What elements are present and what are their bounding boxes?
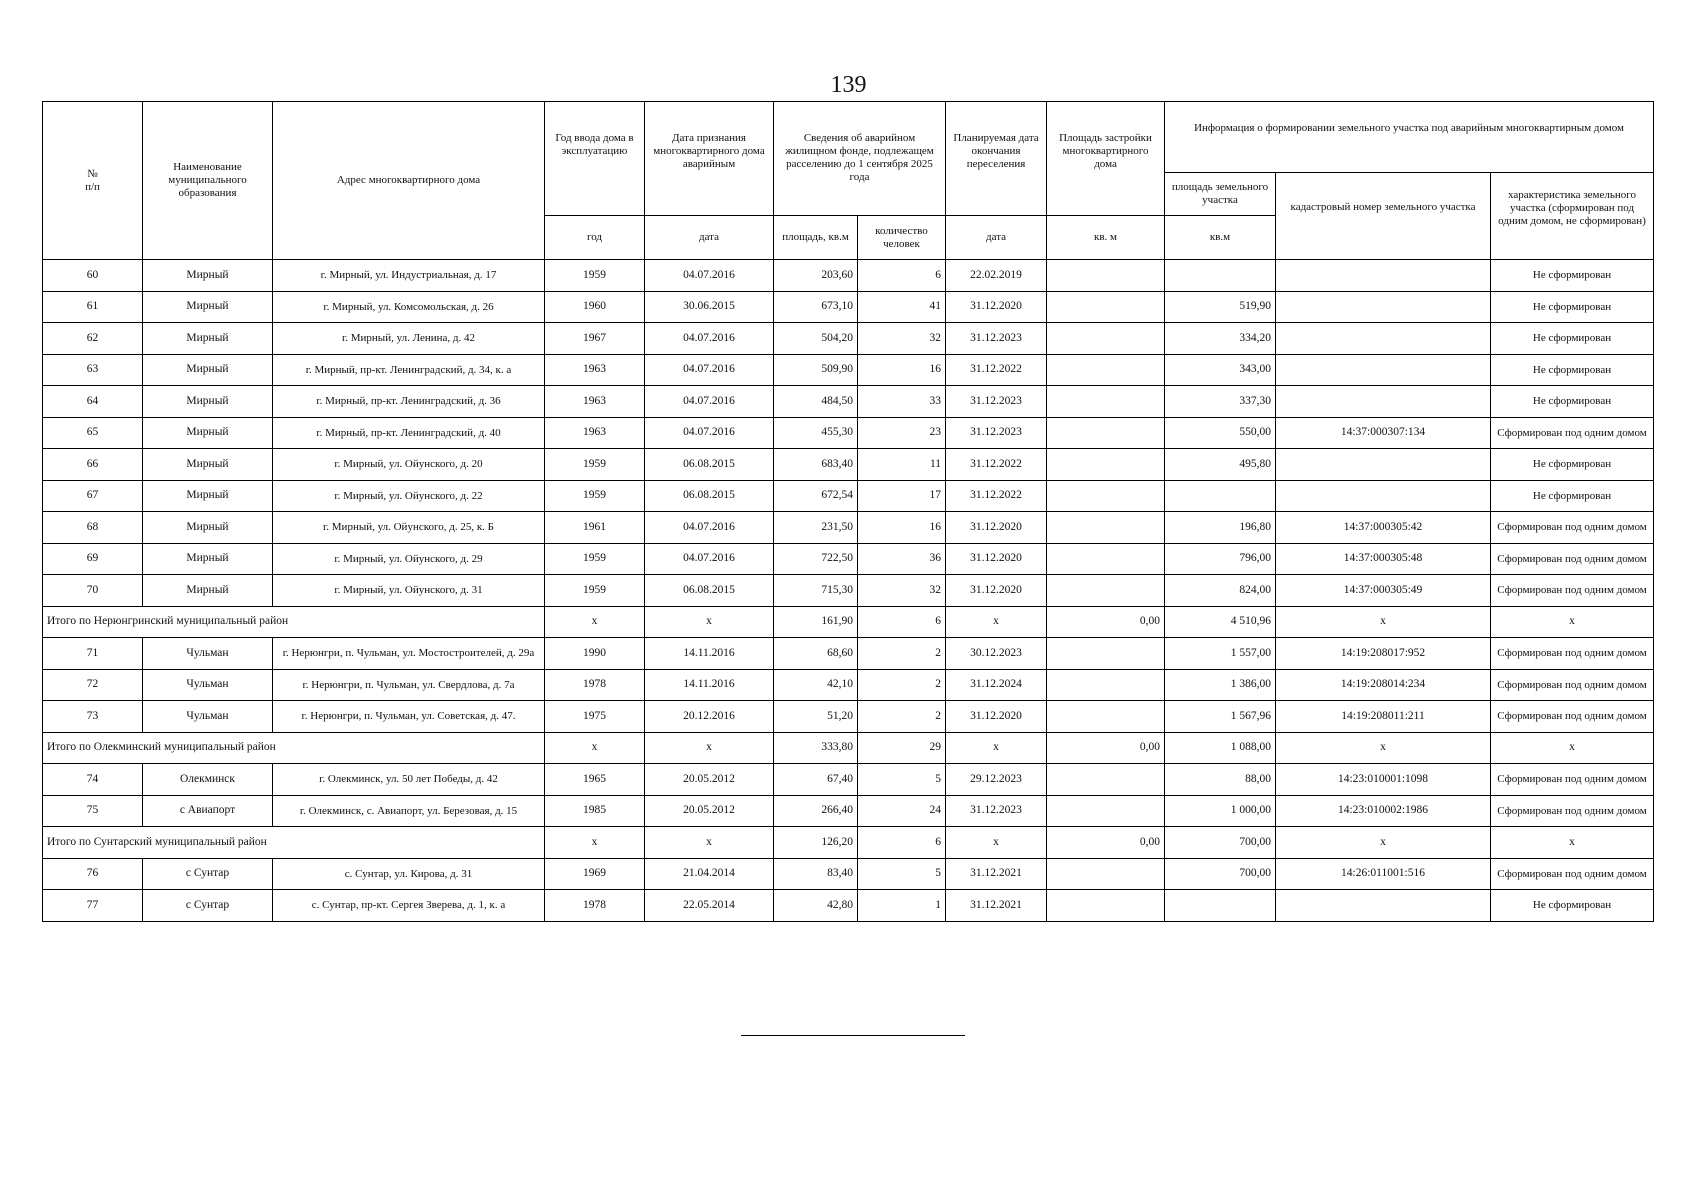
cell-year: 1963 bbox=[545, 354, 645, 386]
cell-year: 1975 bbox=[545, 701, 645, 733]
cell-municipality: с Сунтар bbox=[143, 858, 273, 890]
cell-land-area: 519,90 bbox=[1165, 291, 1276, 323]
cell-land-area: 88,00 bbox=[1165, 764, 1276, 796]
unit-people: количество человек bbox=[858, 216, 946, 260]
cell-end-date: 22.02.2019 bbox=[946, 260, 1047, 292]
cell-cadastral: 14:23:010002:1986 bbox=[1276, 795, 1491, 827]
cell-date: 22.05.2014 bbox=[645, 890, 774, 922]
cell-land-char: Сформирован под одним домом bbox=[1491, 543, 1654, 575]
cell-land-area bbox=[1165, 890, 1276, 922]
cell-date: 20.05.2012 bbox=[645, 764, 774, 796]
table-row bbox=[43, 260, 1654, 292]
cell-num: 77 bbox=[43, 890, 143, 922]
cell-cadastral: 14:37:000305:49 bbox=[1276, 575, 1491, 607]
cell-land-area bbox=[1165, 480, 1276, 512]
cell-land-area: 550,00 bbox=[1165, 417, 1276, 449]
cell-address: г. Мирный, ул. Ойунского, д. 22 bbox=[273, 480, 545, 512]
table-row bbox=[43, 669, 1654, 701]
cell-people: 2 bbox=[858, 669, 946, 701]
cell-end-date: 31.12.2020 bbox=[946, 291, 1047, 323]
table-row bbox=[43, 354, 1654, 386]
cell-year: 1969 bbox=[545, 858, 645, 890]
cell-address: г. Нерюнгри, п. Чульман, ул. Советская, д. 47. bbox=[273, 701, 545, 733]
cell-num: 73 bbox=[43, 701, 143, 733]
cell-area: 231,50 bbox=[774, 512, 858, 544]
cell-date: 04.07.2016 bbox=[645, 386, 774, 418]
cell-date: 04.07.2016 bbox=[645, 260, 774, 292]
cell-building-area bbox=[1047, 543, 1165, 575]
header-year-commissioned: Год ввода дома в эксплуатацию bbox=[545, 102, 645, 216]
cell-building-area bbox=[1047, 890, 1165, 922]
total-row bbox=[43, 606, 1654, 638]
table-row bbox=[43, 480, 1654, 512]
cell-land-char: Не сформирован bbox=[1491, 260, 1654, 292]
header-address: Адрес многоквартирного дома bbox=[273, 102, 545, 260]
cell-municipality: Мирный bbox=[143, 417, 273, 449]
table-row bbox=[43, 449, 1654, 481]
cell-cadastral: 14:19:208017:952 bbox=[1276, 638, 1491, 670]
cell-building-area bbox=[1047, 354, 1165, 386]
cell-num: 74 bbox=[43, 764, 143, 796]
cell-year: 1990 bbox=[545, 638, 645, 670]
cell-area: 673,10 bbox=[774, 291, 858, 323]
cell-year: 1963 bbox=[545, 386, 645, 418]
cell-end-date: 31.12.2020 bbox=[946, 543, 1047, 575]
cell-area: 455,30 bbox=[774, 417, 858, 449]
cell-date: 20.05.2012 bbox=[645, 795, 774, 827]
cell-building-area bbox=[1047, 323, 1165, 355]
cell-num: 60 bbox=[43, 260, 143, 292]
cell-cadastral bbox=[1276, 386, 1491, 418]
cell-area: 715,30 bbox=[774, 575, 858, 607]
cell-address: г. Мирный, пр-кт. Ленинградский, д. 34, к. а bbox=[273, 354, 545, 386]
cell-people: 33 bbox=[858, 386, 946, 418]
cell-land-area: 1 567,96 bbox=[1165, 701, 1276, 733]
cell-area: 161,90 bbox=[774, 606, 858, 638]
cell-area: 83,40 bbox=[774, 858, 858, 890]
table-row bbox=[43, 795, 1654, 827]
cell-area: 68,60 bbox=[774, 638, 858, 670]
cell-year: 1965 bbox=[545, 764, 645, 796]
unit-year: год bbox=[545, 216, 645, 260]
cell-municipality: с Сунтар bbox=[143, 890, 273, 922]
cell-land-area: 796,00 bbox=[1165, 543, 1276, 575]
cell-area: 51,20 bbox=[774, 701, 858, 733]
cell-address: г. Мирный, ул. Ойунского, д. 31 bbox=[273, 575, 545, 607]
cell-people: 16 bbox=[858, 354, 946, 386]
cell-cadastral: 14:37:000307:134 bbox=[1276, 417, 1491, 449]
cell-people: 16 bbox=[858, 512, 946, 544]
cell-date: 30.06.2015 bbox=[645, 291, 774, 323]
cell-people: 11 bbox=[858, 449, 946, 481]
cell-date: 06.08.2015 bbox=[645, 575, 774, 607]
table-row bbox=[43, 386, 1654, 418]
cell-land-char: Не сформирован bbox=[1491, 890, 1654, 922]
cell-land-area bbox=[1165, 260, 1276, 292]
cell-building-area bbox=[1047, 417, 1165, 449]
header-land-char: характеристика земельного участка (сформирован под одним домом, не сформирован) bbox=[1491, 173, 1654, 260]
cell-people: 17 bbox=[858, 480, 946, 512]
cell-total-label: Итого по Олекминский муниципальный район bbox=[43, 732, 545, 764]
header-date-emergency: Дата признания многоквартирного дома аварийным bbox=[645, 102, 774, 216]
cell-area: 484,50 bbox=[774, 386, 858, 418]
cell-address: г. Мирный, ул. Ойунского, д. 20 bbox=[273, 449, 545, 481]
cell-address: г. Мирный, ул. Ойунского, д. 29 bbox=[273, 543, 545, 575]
cell-land-area: 700,00 bbox=[1165, 827, 1276, 859]
unit-area: площадь, кв.м bbox=[774, 216, 858, 260]
cell-end-date: 31.12.2022 bbox=[946, 354, 1047, 386]
cell-land-char: Не сформирован bbox=[1491, 480, 1654, 512]
cell-people: 32 bbox=[858, 575, 946, 607]
cell-cadastral: 14:37:000305:48 bbox=[1276, 543, 1491, 575]
cell-land-area: 1 386,00 bbox=[1165, 669, 1276, 701]
cell-people: 5 bbox=[858, 858, 946, 890]
cell-address: г. Мирный, ул. Ойунского, д. 25, к. Б bbox=[273, 512, 545, 544]
cell-people: 6 bbox=[858, 260, 946, 292]
cell-people: 23 bbox=[858, 417, 946, 449]
cell-total-label: Итого по Сунтарский муниципальный район bbox=[43, 827, 545, 859]
cell-land-char: Сформирован под одним домом bbox=[1491, 638, 1654, 670]
header-cadastral: кадастровый номер земельного участка bbox=[1276, 173, 1491, 260]
cell-cadastral: x bbox=[1276, 827, 1491, 859]
cell-end-date: 31.12.2022 bbox=[946, 449, 1047, 481]
cell-municipality: Мирный bbox=[143, 480, 273, 512]
cell-land-area: 337,30 bbox=[1165, 386, 1276, 418]
cell-end-date: 31.12.2020 bbox=[946, 701, 1047, 733]
cell-end-date: 29.12.2023 bbox=[946, 764, 1047, 796]
cell-date: 04.07.2016 bbox=[645, 354, 774, 386]
table-row bbox=[43, 417, 1654, 449]
cell-land-char: Не сформирован bbox=[1491, 323, 1654, 355]
cell-date: 04.07.2016 bbox=[645, 323, 774, 355]
cell-area: 672,54 bbox=[774, 480, 858, 512]
cell-building-area bbox=[1047, 291, 1165, 323]
cell-end-date: 31.12.2021 bbox=[946, 890, 1047, 922]
header-municipality: Наименование муниципального образования bbox=[143, 102, 273, 260]
cell-land-char: Сформирован под одним домом bbox=[1491, 795, 1654, 827]
cell-municipality: Чульман bbox=[143, 701, 273, 733]
cell-land-char: Не сформирован bbox=[1491, 291, 1654, 323]
total-row bbox=[43, 732, 1654, 764]
unit-date-end: дата bbox=[946, 216, 1047, 260]
cell-people: 2 bbox=[858, 701, 946, 733]
cell-num: 68 bbox=[43, 512, 143, 544]
cell-year: 1959 bbox=[545, 480, 645, 512]
cell-land-char: Не сформирован bbox=[1491, 386, 1654, 418]
cell-building-area bbox=[1047, 449, 1165, 481]
cell-end-date: x bbox=[946, 732, 1047, 764]
cell-people: 32 bbox=[858, 323, 946, 355]
cell-municipality: Мирный bbox=[143, 291, 273, 323]
cell-num: 67 bbox=[43, 480, 143, 512]
cell-cadastral: x bbox=[1276, 606, 1491, 638]
cell-cadastral bbox=[1276, 323, 1491, 355]
cell-municipality: Мирный bbox=[143, 323, 273, 355]
cell-people: 29 bbox=[858, 732, 946, 764]
cell-year: 1961 bbox=[545, 512, 645, 544]
cell-people: 41 bbox=[858, 291, 946, 323]
table-row bbox=[43, 858, 1654, 890]
cell-people: 6 bbox=[858, 827, 946, 859]
cell-municipality: Олекминск bbox=[143, 764, 273, 796]
unit-sqm: кв. м bbox=[1047, 216, 1165, 260]
unit-date: дата bbox=[645, 216, 774, 260]
cell-num: 71 bbox=[43, 638, 143, 670]
cell-end-date: x bbox=[946, 827, 1047, 859]
cell-municipality: Мирный bbox=[143, 543, 273, 575]
cell-cadastral: 14:37:000305:42 bbox=[1276, 512, 1491, 544]
cell-building-area bbox=[1047, 386, 1165, 418]
cell-land-char: Не сформирован bbox=[1491, 449, 1654, 481]
cell-land-char: Сформирован под одним домом bbox=[1491, 701, 1654, 733]
cell-area: 266,40 bbox=[774, 795, 858, 827]
cell-municipality: Мирный bbox=[143, 449, 273, 481]
cell-people: 5 bbox=[858, 764, 946, 796]
cell-year: 1963 bbox=[545, 417, 645, 449]
cell-building-area bbox=[1047, 260, 1165, 292]
cell-cadastral: 14:19:208014:234 bbox=[1276, 669, 1491, 701]
cell-year: 1959 bbox=[545, 543, 645, 575]
cell-land-area: 1 088,00 bbox=[1165, 732, 1276, 764]
cell-land-char: Сформирован под одним домом bbox=[1491, 512, 1654, 544]
cell-address: г. Мирный, пр-кт. Ленинградский, д. 36 bbox=[273, 386, 545, 418]
table-row bbox=[43, 890, 1654, 922]
cell-date: x bbox=[645, 732, 774, 764]
header-planned-end: Планируемая дата окончания переселения bbox=[946, 102, 1047, 216]
cell-land-area: 700,00 bbox=[1165, 858, 1276, 890]
cell-year: x bbox=[545, 606, 645, 638]
cell-land-char: Сформирован под одним домом bbox=[1491, 858, 1654, 890]
cell-num: 65 bbox=[43, 417, 143, 449]
cell-date: x bbox=[645, 827, 774, 859]
header-emergency-fund-info: Сведения об аварийном жилищном фонде, подлежащем расселению до 1 сентября 2025 года bbox=[774, 102, 946, 216]
cell-address: г. Мирный, ул. Индустриальная, д. 17 bbox=[273, 260, 545, 292]
cell-date: 06.08.2015 bbox=[645, 449, 774, 481]
cell-municipality: Мирный bbox=[143, 386, 273, 418]
cell-area: 333,80 bbox=[774, 732, 858, 764]
cell-people: 2 bbox=[858, 638, 946, 670]
cell-area: 203,60 bbox=[774, 260, 858, 292]
cell-num: 64 bbox=[43, 386, 143, 418]
table-row bbox=[43, 291, 1654, 323]
cell-building-area bbox=[1047, 512, 1165, 544]
cell-building-area bbox=[1047, 669, 1165, 701]
cell-building-area: 0,00 bbox=[1047, 732, 1165, 764]
cell-people: 24 bbox=[858, 795, 946, 827]
cell-area: 42,10 bbox=[774, 669, 858, 701]
cell-num: 69 bbox=[43, 543, 143, 575]
cell-area: 683,40 bbox=[774, 449, 858, 481]
cell-num: 63 bbox=[43, 354, 143, 386]
cell-address: г. Нерюнгри, п. Чульман, ул. Свердлова, д. 7а bbox=[273, 669, 545, 701]
cell-area: 504,20 bbox=[774, 323, 858, 355]
cell-date: 14.11.2016 bbox=[645, 638, 774, 670]
cell-land-char: Сформирован под одним домом bbox=[1491, 417, 1654, 449]
cell-year: 1959 bbox=[545, 575, 645, 607]
table-row bbox=[43, 638, 1654, 670]
cell-cadastral bbox=[1276, 260, 1491, 292]
cell-land-char: Сформирован под одним домом bbox=[1491, 669, 1654, 701]
table-body bbox=[43, 260, 1654, 922]
cell-municipality: с Авиапорт bbox=[143, 795, 273, 827]
cell-people: 36 bbox=[858, 543, 946, 575]
table-row bbox=[43, 701, 1654, 733]
cell-building-area bbox=[1047, 858, 1165, 890]
cell-end-date: 30.12.2023 bbox=[946, 638, 1047, 670]
cell-end-date: 31.12.2021 bbox=[946, 858, 1047, 890]
cell-address: г. Олекминск, ул. 50 лет Победы, д. 42 bbox=[273, 764, 545, 796]
cell-municipality: Мирный bbox=[143, 512, 273, 544]
cell-cadastral bbox=[1276, 480, 1491, 512]
cell-address: г. Мирный, ул. Комсомольская, д. 26 bbox=[273, 291, 545, 323]
cell-land-char: x bbox=[1491, 732, 1654, 764]
cell-land-char: x bbox=[1491, 827, 1654, 859]
cell-year: 1967 bbox=[545, 323, 645, 355]
cell-cadastral bbox=[1276, 449, 1491, 481]
cell-building-area bbox=[1047, 701, 1165, 733]
table-row bbox=[43, 512, 1654, 544]
cell-cadastral bbox=[1276, 354, 1491, 386]
cell-year: x bbox=[545, 732, 645, 764]
cell-cadastral bbox=[1276, 291, 1491, 323]
cell-people: 6 bbox=[858, 606, 946, 638]
table-row bbox=[43, 543, 1654, 575]
cell-land-area: 824,00 bbox=[1165, 575, 1276, 607]
cell-num: 62 bbox=[43, 323, 143, 355]
cell-num: 61 bbox=[43, 291, 143, 323]
cell-year: x bbox=[545, 827, 645, 859]
cell-year: 1959 bbox=[545, 260, 645, 292]
cell-municipality: Чульман bbox=[143, 638, 273, 670]
cell-area: 67,40 bbox=[774, 764, 858, 796]
cell-cadastral: 14:19:208011:211 bbox=[1276, 701, 1491, 733]
cell-building-area bbox=[1047, 575, 1165, 607]
cell-end-date: 31.12.2020 bbox=[946, 575, 1047, 607]
table-row bbox=[43, 764, 1654, 796]
cell-year: 1960 bbox=[545, 291, 645, 323]
cell-date: 04.07.2016 bbox=[645, 543, 774, 575]
cell-address: с. Сунтар, ул. Кирова, д. 31 bbox=[273, 858, 545, 890]
cell-building-area bbox=[1047, 480, 1165, 512]
cell-area: 722,50 bbox=[774, 543, 858, 575]
cell-building-area: 0,00 bbox=[1047, 606, 1165, 638]
cell-cadastral: 14:26:011001:516 bbox=[1276, 858, 1491, 890]
cell-land-char: Сформирован под одним домом bbox=[1491, 575, 1654, 607]
cell-total-label: Итого по Нерюнгринский муниципальный район bbox=[43, 606, 545, 638]
cell-end-date: 31.12.2023 bbox=[946, 323, 1047, 355]
header-num: № п/п bbox=[43, 102, 143, 260]
cell-address: г. Мирный, ул. Ленина, д. 42 bbox=[273, 323, 545, 355]
header-land-info: Информация о формировании земельного участка под аварийным многоквартирным домом bbox=[1165, 102, 1654, 173]
cell-end-date: 31.12.2020 bbox=[946, 512, 1047, 544]
table-row bbox=[43, 575, 1654, 607]
cell-address: г. Олекминск, с. Авиапорт, ул. Березовая, д. 15 bbox=[273, 795, 545, 827]
cell-municipality: Мирный bbox=[143, 354, 273, 386]
cell-date: 21.04.2014 bbox=[645, 858, 774, 890]
cell-municipality: Чульман bbox=[143, 669, 273, 701]
cell-cadastral: x bbox=[1276, 732, 1491, 764]
cell-land-area: 196,80 bbox=[1165, 512, 1276, 544]
header-land-area: площадь земельного участка bbox=[1165, 173, 1276, 216]
cell-land-char: Не сформирован bbox=[1491, 354, 1654, 386]
cell-land-char: x bbox=[1491, 606, 1654, 638]
cell-date: 06.08.2015 bbox=[645, 480, 774, 512]
cell-num: 72 bbox=[43, 669, 143, 701]
cell-num: 76 bbox=[43, 858, 143, 890]
cell-end-date: 31.12.2023 bbox=[946, 417, 1047, 449]
cell-address: с. Сунтар, пр-кт. Сергея Зверева, д. 1, к. а bbox=[273, 890, 545, 922]
table-row bbox=[43, 323, 1654, 355]
cell-end-date: x bbox=[946, 606, 1047, 638]
cell-municipality: Мирный bbox=[143, 575, 273, 607]
cell-year: 1978 bbox=[545, 890, 645, 922]
cell-num: 66 bbox=[43, 449, 143, 481]
cell-land-area: 343,00 bbox=[1165, 354, 1276, 386]
cell-end-date: 31.12.2024 bbox=[946, 669, 1047, 701]
cell-address: г. Мирный, пр-кт. Ленинградский, д. 40 bbox=[273, 417, 545, 449]
cell-cadastral bbox=[1276, 890, 1491, 922]
cell-date: 04.07.2016 bbox=[645, 417, 774, 449]
unit-sqm-land: кв.м bbox=[1165, 216, 1276, 260]
cell-land-area: 4 510,96 bbox=[1165, 606, 1276, 638]
cell-land-char: Сформирован под одним домом bbox=[1491, 764, 1654, 796]
cell-area: 42,80 bbox=[774, 890, 858, 922]
cell-building-area bbox=[1047, 764, 1165, 796]
cell-building-area bbox=[1047, 795, 1165, 827]
cell-people: 1 bbox=[858, 890, 946, 922]
cell-building-area bbox=[1047, 638, 1165, 670]
cell-land-area: 1 000,00 bbox=[1165, 795, 1276, 827]
cell-cadastral: 14:23:010001:1098 bbox=[1276, 764, 1491, 796]
cell-land-area: 334,20 bbox=[1165, 323, 1276, 355]
cell-num: 70 bbox=[43, 575, 143, 607]
cell-date: 20.12.2016 bbox=[645, 701, 774, 733]
cell-land-area: 1 557,00 bbox=[1165, 638, 1276, 670]
cell-end-date: 31.12.2023 bbox=[946, 386, 1047, 418]
footer-divider bbox=[741, 1035, 965, 1036]
cell-num: 75 bbox=[43, 795, 143, 827]
cell-end-date: 31.12.2023 bbox=[946, 795, 1047, 827]
total-row bbox=[43, 827, 1654, 859]
header-building-area: Площадь застройки многоквартирного дома bbox=[1047, 102, 1165, 216]
cell-date: 04.07.2016 bbox=[645, 512, 774, 544]
cell-address: г. Нерюнгри, п. Чульман, ул. Мостостроителей, д. 29а bbox=[273, 638, 545, 670]
cell-year: 1985 bbox=[545, 795, 645, 827]
cell-year: 1959 bbox=[545, 449, 645, 481]
cell-area: 509,90 bbox=[774, 354, 858, 386]
cell-date: x bbox=[645, 606, 774, 638]
cell-area: 126,20 bbox=[774, 827, 858, 859]
cell-year: 1978 bbox=[545, 669, 645, 701]
page-number: 139 bbox=[830, 72, 867, 98]
cell-land-area: 495,80 bbox=[1165, 449, 1276, 481]
cell-municipality: Мирный bbox=[143, 260, 273, 292]
cell-building-area: 0,00 bbox=[1047, 827, 1165, 859]
emergency-housing-table bbox=[42, 101, 1654, 922]
cell-date: 14.11.2016 bbox=[645, 669, 774, 701]
cell-end-date: 31.12.2022 bbox=[946, 480, 1047, 512]
